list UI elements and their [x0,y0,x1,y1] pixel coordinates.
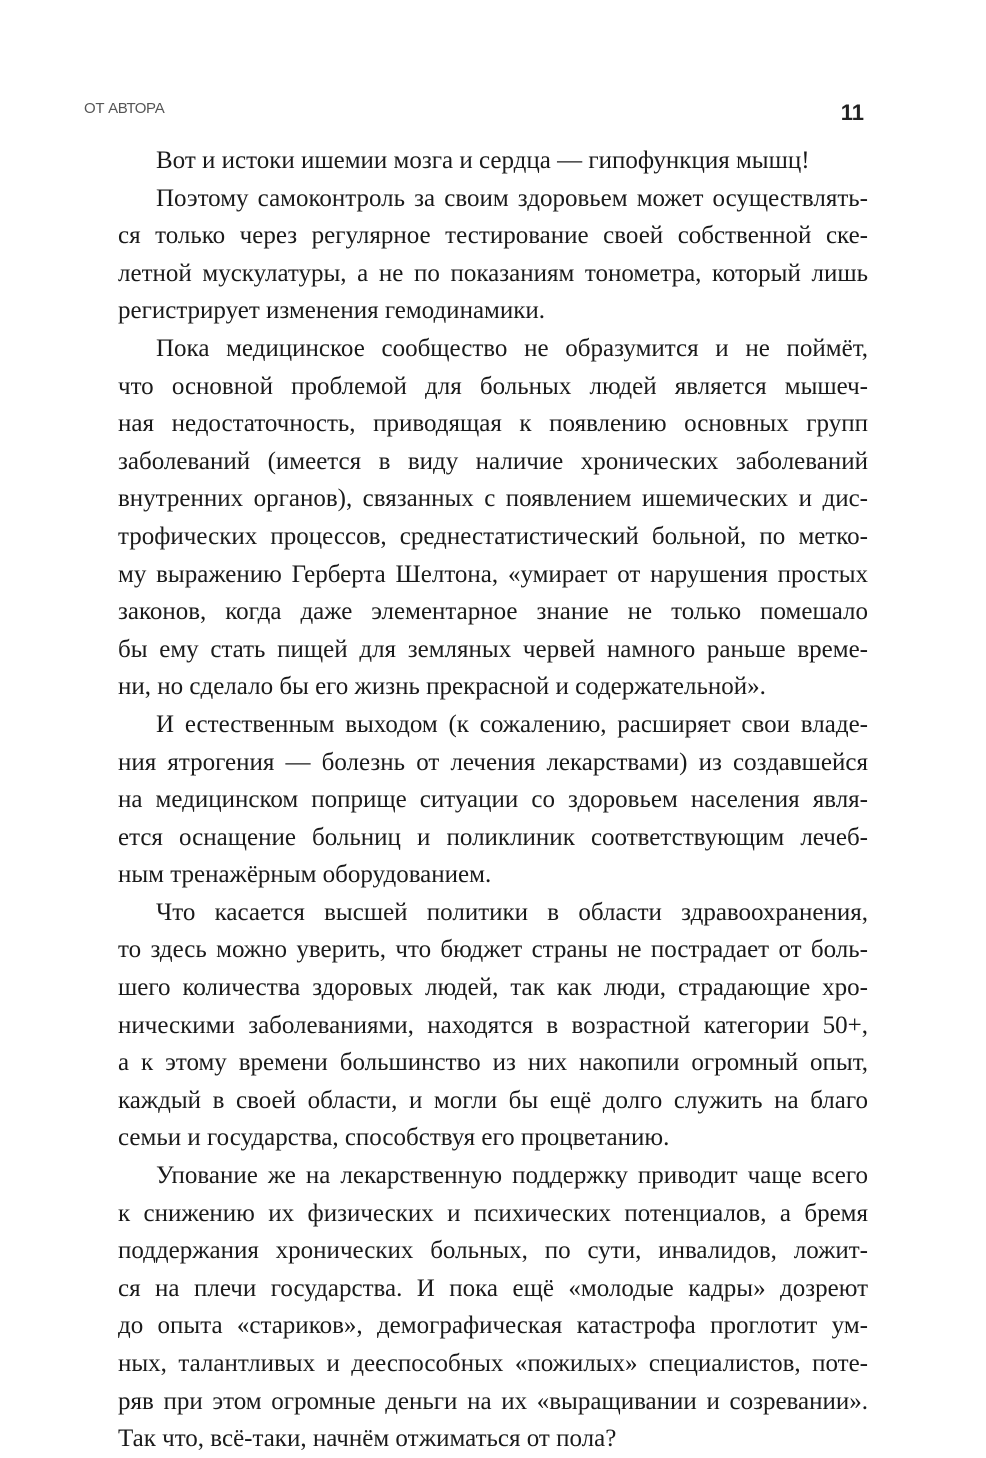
text-line: ных, талантливых и дееспособных «пожилых» специалистов, поте- [118,1350,868,1377]
text-line: что основной проблемой для больных людей является мышеч- [118,372,868,400]
text-line: летной мускулатуры, а не по показаниям тонометра, который лишь [118,259,868,287]
text-line: Что касается высшей политики в области здравоохранения, [156,898,868,926]
paragraph [118,1157,868,1458]
text-line: ряв при этом огромные деньги на их «выращивании и созревании». [118,1387,868,1415]
text-line: законов, когда даже элементарное знание не только помешало [118,598,868,626]
text-line: ся на плечи государства. И пока ещё «молодые кадры» дозреют [118,1274,868,1302]
text-line: семьи и государства, способствуя его процветанию. [118,1124,670,1152]
page-body [118,142,868,1458]
text-line: до опыта «стариков», демографическая катастрофа проглотит ум- [118,1312,868,1340]
text-line: ется оснащение больниц и поликлиник соответствующим лечеб- [118,823,868,851]
text-line: заболеваний (имеется в виду наличие хронических заболеваний [118,447,868,475]
text-line: на медицинском поприще ситуации со здоровьем населения явля- [118,786,868,814]
text-line: ническими заболеваниями, находятся в возрастной категории 50+, [118,1011,868,1039]
text-line: Упование же на лекарственную поддержку приводит чаще всего [156,1162,868,1190]
text-line: к снижению их физических и психических потенциалов, а бремя [118,1199,868,1227]
text-line: а к этому времени большинство из них накопили огромный опыт, [118,1049,868,1077]
text-line: ная недостаточность, приводящая к появлению основных групп [118,410,868,438]
text-line: шего количества здоровых людей, так как люди, страдающие хро- [118,974,868,1002]
text-line: поддержания хронических больных, по сути, инвалидов, ложит- [118,1237,868,1265]
paragraph [118,142,868,180]
text-line: ния ятрогения — болезнь от лечения лекарствами) из создавшейся [118,748,868,776]
paragraph [118,330,868,706]
text-line: то здесь можно уверить, что бюджет страны не пострадает от боль- [118,936,868,964]
text-line: ным тренажёрным оборудованием. [118,861,492,889]
text-line: Так что, всё-таки, начнём отжиматься от пола? [118,1425,617,1453]
text-line: ся только через регулярное тестирование своей собственной ске- [118,222,868,250]
paragraph [118,894,868,1157]
text-line: му выражению Герберта Шелтона, «умирает от нарушения простых [118,560,868,588]
text-line: И естественным выходом (к сожалению, расширяет свои владе- [156,710,868,738]
text-line: регистрирует изменения гемодинамики. [118,297,546,325]
paragraph [118,706,868,894]
page-header [84,100,864,130]
text-line: Вот и истоки ишемии мозга и сердца — гипофункция мышц! [156,147,810,174]
text-line: Пока медицинское сообщество не образумится и не поймёт, [156,334,868,362]
text-line: ни, но сделало бы его жизнь прекрасной и содержательной». [118,673,766,701]
text-line: бы ему стать пищей для земляных червей намного раньше време- [118,635,868,663]
running-title: ОТ АВТОРА [84,100,165,117]
text-line: каждый в своей области, и могли бы ещё долго служить на благо [118,1086,868,1114]
text-line: внутренних органов), связанных с появлением ишемических и дис- [118,485,868,513]
text-line: трофических процессов, среднестатистический больной, по метко- [118,522,868,550]
text-line: Поэтому самоконтроль за своим здоровьем может осуществлять- [156,184,868,212]
page-number: 11 [840,100,864,125]
paragraph [118,180,868,330]
